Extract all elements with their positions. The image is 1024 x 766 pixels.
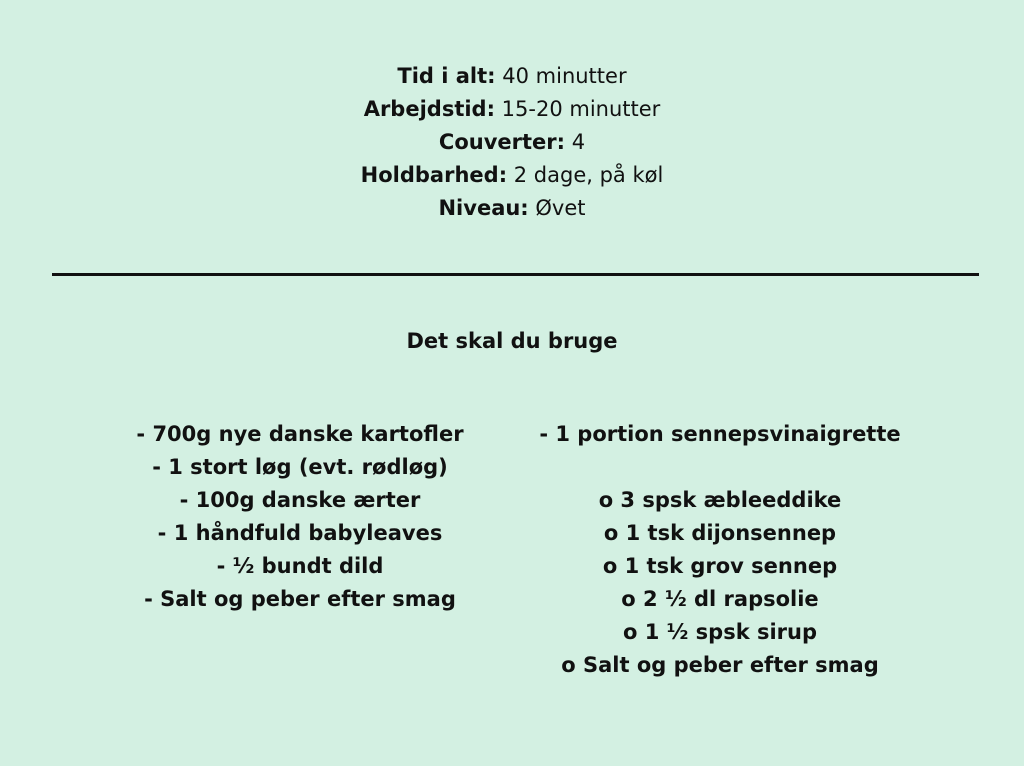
vinaigrette-heading: - 1 portion sennepsvinaigrette [539, 422, 901, 446]
recipe-meta [0, 60, 1024, 225]
ingredient-item: - ½ bundt dild [216, 554, 384, 578]
ingredient-item: - 1 stort løg (evt. rødløg) [152, 455, 448, 479]
ingredient-item: - 700g nye danske kartofler [136, 422, 464, 446]
meta-row-servings [0, 126, 1024, 159]
meta-key: Arbejdstid: [363, 97, 495, 121]
meta-row-level [0, 192, 1024, 225]
section-divider [52, 273, 979, 276]
meta-value: 2 dage, på køl [507, 163, 664, 187]
vinaigrette-item: o 1 tsk grov sennep [602, 554, 838, 578]
list-spacer [500, 451, 940, 484]
ingredients-list-left [90, 418, 510, 616]
ingredient-item: - 100g danske ærter [179, 488, 421, 512]
meta-value: 4 [565, 130, 586, 154]
meta-value: 15-20 minutter [494, 97, 661, 121]
vinaigrette-list [500, 418, 940, 682]
meta-row-total-time [0, 60, 1024, 93]
vinaigrette-item: o Salt og peber efter smag [561, 653, 879, 677]
meta-key: Couverter: [438, 130, 566, 154]
ingredients-heading: Det skal du bruge [406, 329, 618, 353]
meta-value: Øvet [528, 196, 586, 220]
ingredient-item: - 1 håndfuld babyleaves [157, 521, 443, 545]
meta-row-work-time [0, 93, 1024, 126]
meta-key: Niveau: [438, 196, 529, 220]
vinaigrette-item: o 3 spsk æbleeddike [598, 488, 842, 512]
meta-key: Tid i alt: [397, 64, 496, 88]
meta-value: 40 minutter [495, 64, 627, 88]
meta-key: Holdbarhed: [360, 163, 508, 187]
vinaigrette-item: o 1 tsk dijonsennep [603, 521, 837, 545]
ingredient-item: - Salt og peber efter smag [144, 587, 456, 611]
vinaigrette-item: o 1 ½ spsk sirup [622, 620, 818, 644]
meta-row-shelf-life [0, 159, 1024, 192]
vinaigrette-item: o 2 ½ dl rapsolie [621, 587, 819, 611]
